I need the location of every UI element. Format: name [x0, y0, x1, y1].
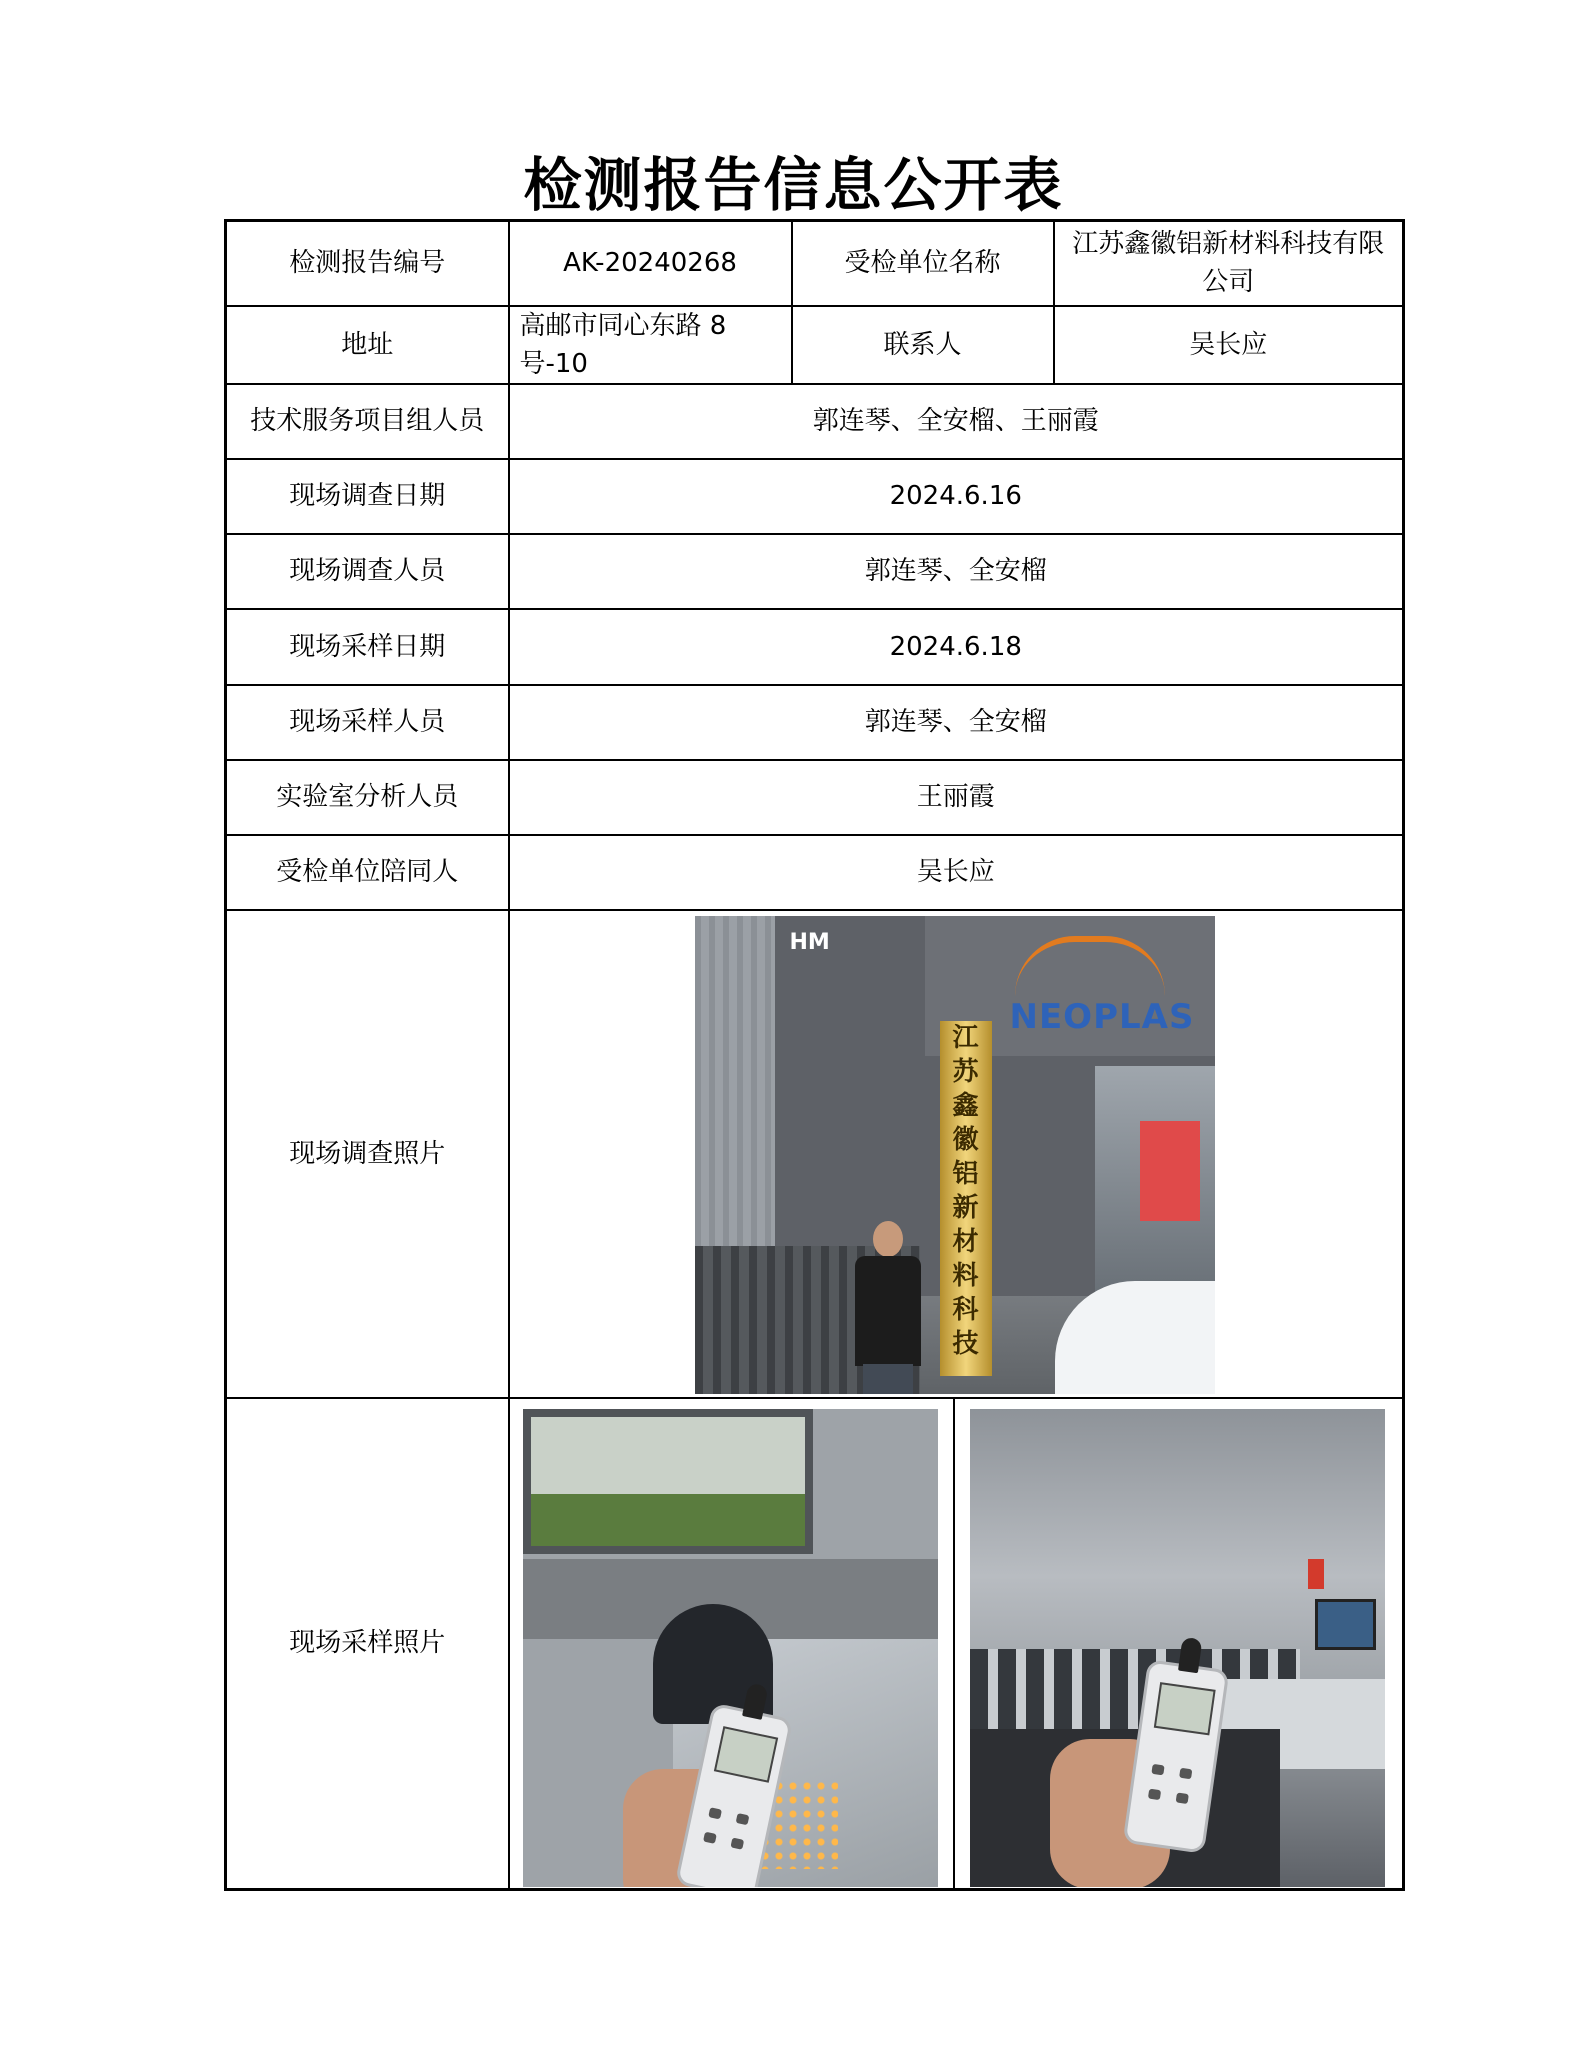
- survey-photo: [695, 916, 1215, 1394]
- survey-date-label: 现场调查日期: [226, 459, 509, 534]
- escort-value: 吴长应: [509, 835, 1404, 910]
- unit-name-value: 江苏鑫徽铝新材料科技有限公司: [1054, 221, 1404, 306]
- row-sampling-date: [226, 609, 1404, 685]
- survey-staff-value: 郭连琴、全安榴: [509, 534, 1404, 609]
- company-sign: 江 苏 鑫 徽 铝 新 材 料 科 技: [940, 1021, 992, 1376]
- row-escort: [226, 835, 1404, 910]
- row-team: [226, 384, 1404, 459]
- sampling-date-label: 现场采样日期: [226, 609, 509, 685]
- survey-date-value: 2024.6.16: [509, 459, 1404, 534]
- brand-text: NEOPLAS: [1009, 996, 1195, 1037]
- row-sampling-photo: [226, 1398, 1404, 1890]
- car: [1055, 1281, 1215, 1394]
- sampling-photo-2: [970, 1409, 1385, 1887]
- report-no-value: AK-20240268: [509, 221, 792, 306]
- team-label: 技术服务项目组人员: [226, 384, 509, 459]
- lab-staff-label: 实验室分析人员: [226, 760, 509, 835]
- sampling-date-value: 2024.6.18: [509, 609, 1404, 685]
- photo-divider: [953, 1399, 955, 1889]
- lab-staff-value: 王丽霞: [509, 760, 1404, 835]
- row-survey-staff: [226, 534, 1404, 609]
- address-value: 高邮市同心东路 8 号-10: [509, 306, 792, 384]
- sampling-photo-label: 现场采样照片: [226, 1398, 509, 1890]
- contact-value: 吴长应: [1054, 306, 1404, 384]
- report-table: [224, 219, 1405, 1891]
- person: [855, 1256, 921, 1366]
- row-lab-staff: [226, 760, 1404, 835]
- row-report-no: [226, 221, 1404, 306]
- hm-logo-text: HM: [789, 929, 830, 955]
- row-survey-photo: [226, 910, 1404, 1398]
- sampling-staff-value: 郭连琴、全安榴: [509, 685, 1404, 760]
- address-label: 地址: [226, 306, 509, 384]
- poster: [1140, 1121, 1200, 1221]
- unit-name-label: 受检单位名称: [792, 221, 1054, 306]
- team-value: 郭连琴、全安榴、王丽霞: [509, 384, 1404, 459]
- survey-staff-label: 现场调查人员: [226, 534, 509, 609]
- control-panel: [1315, 1599, 1376, 1650]
- contact-label: 联系人: [792, 306, 1054, 384]
- row-sampling-staff: [226, 685, 1404, 760]
- escort-label: 受检单位陪同人: [226, 835, 509, 910]
- page-title: 检测报告信息公开表: [523, 151, 1064, 219]
- sampling-photo-cell: [509, 1398, 1404, 1890]
- survey-photo-cell: [509, 910, 1404, 1398]
- row-address: [226, 306, 1404, 384]
- sampling-staff-label: 现场采样人员: [226, 685, 509, 760]
- survey-photo-label: 现场调查照片: [226, 910, 509, 1398]
- sampling-photo-1: [523, 1409, 938, 1887]
- report-no-label: 检测报告编号: [226, 221, 509, 306]
- row-survey-date: [226, 459, 1404, 534]
